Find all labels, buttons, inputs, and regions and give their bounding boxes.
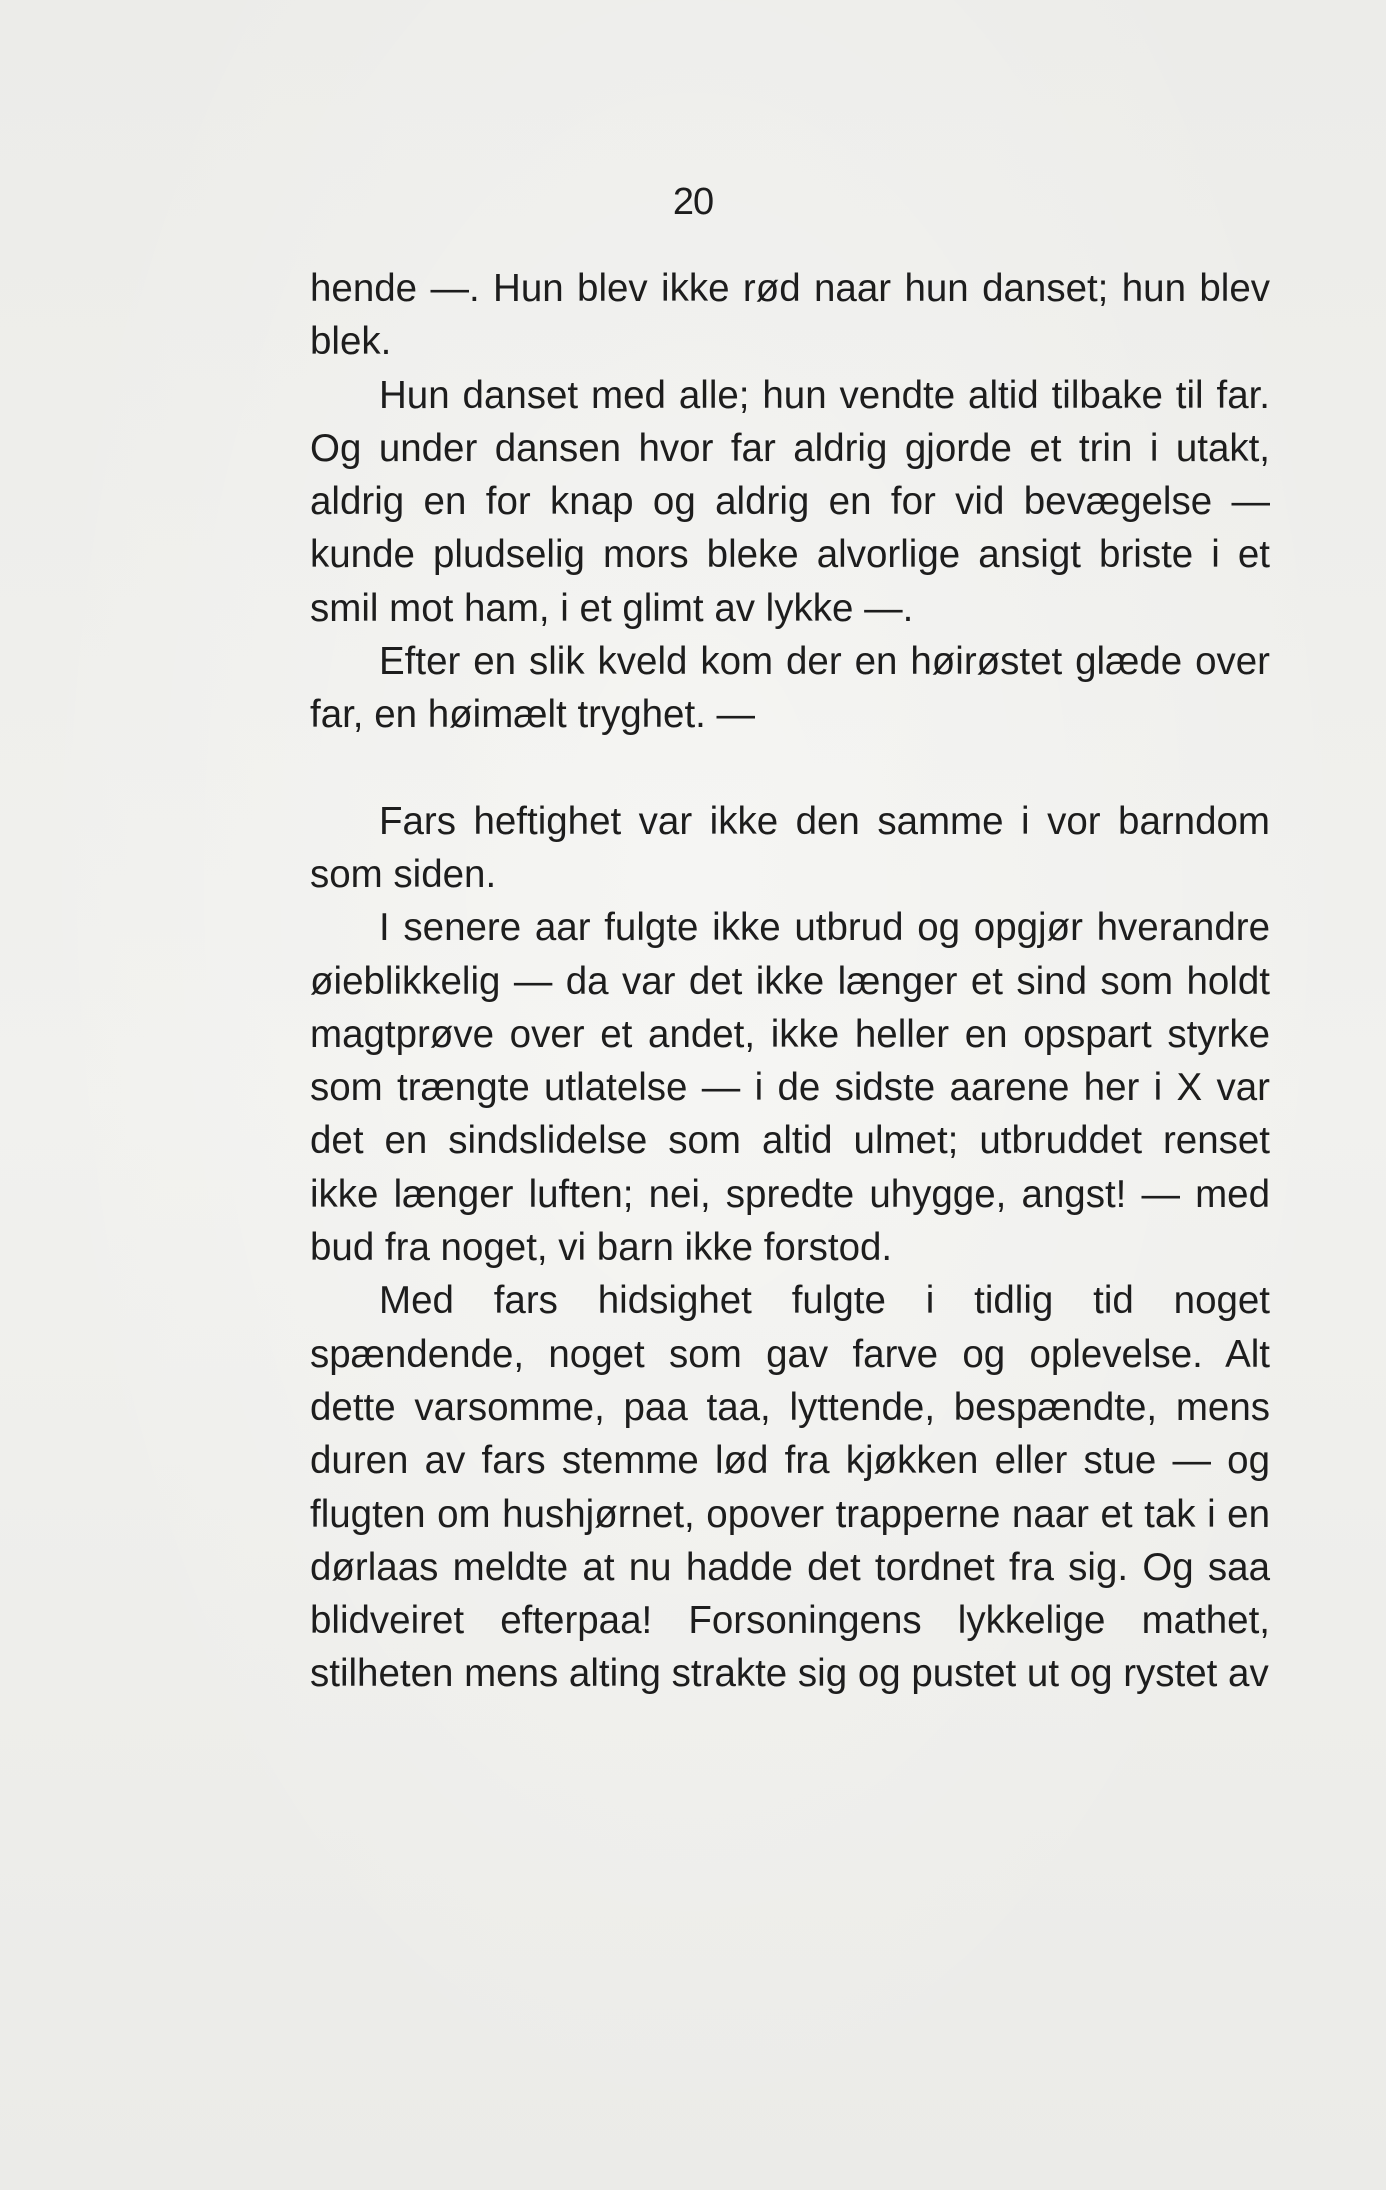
paragraph-5: I senere aar fulgte ikke utbrud og opgjør hverandre øieblikkelig — da var det ikke længer et sind som holdt magtprøve over et andet, ikke heller en opspart styrke som trængte utlatelse — i de sidste aarene her i X var det en sindslidelse som altid ulmet; utbruddet renset ikke længer luften; nei, spredte uhygge, angst! — med bud fra noget, vi barn ikke forstod. bbox=[310, 906, 1270, 1270]
paragraph-3: Efter en slik kveld kom der en høirøstet glæde over far, en høimælt tryghet. — bbox=[310, 640, 1270, 737]
paragraph-4: Fars heftighet var ikke den samme i vor barndom som siden. bbox=[310, 799, 1270, 896]
body-text bbox=[310, 262, 1270, 1701]
page-number: 20 bbox=[672, 181, 714, 223]
paragraph-2: Hun danset med alle; hun vendte altid tilbake til far. Og under dansen hvor far aldrig gjorde et trin i utakt, aldrig en for knap og aldrig en for vid bevægelse — kunde pludselig mors bleke alvorlige ansigt briste i et smil mot ham, i et glimt av lykke —. bbox=[310, 373, 1270, 630]
section-break bbox=[310, 742, 1270, 795]
paragraph-6: Med fars hidsighet fulgte i tidlig tid noget spændende, noget som gav farve og oplevelse. Alt dette varsomme, paa taa, lyttende, bespændte, mens duren av fars stemme lød fra kjøkken eller stue — og flugten om hushjørnet, opover trapperne naar et tak i en dørlaas meldte at nu hadde det tordnet fra sig. Og saa blidveiret efterpaa! Forsoningens lykkelige mathet, stilheten mens alting strakte sig og pustet ut og rystet av bbox=[310, 1279, 1270, 1696]
paragraph-1: hende —. Hun blev ikke rød naar hun danset; hun blev blek. bbox=[310, 267, 1270, 364]
